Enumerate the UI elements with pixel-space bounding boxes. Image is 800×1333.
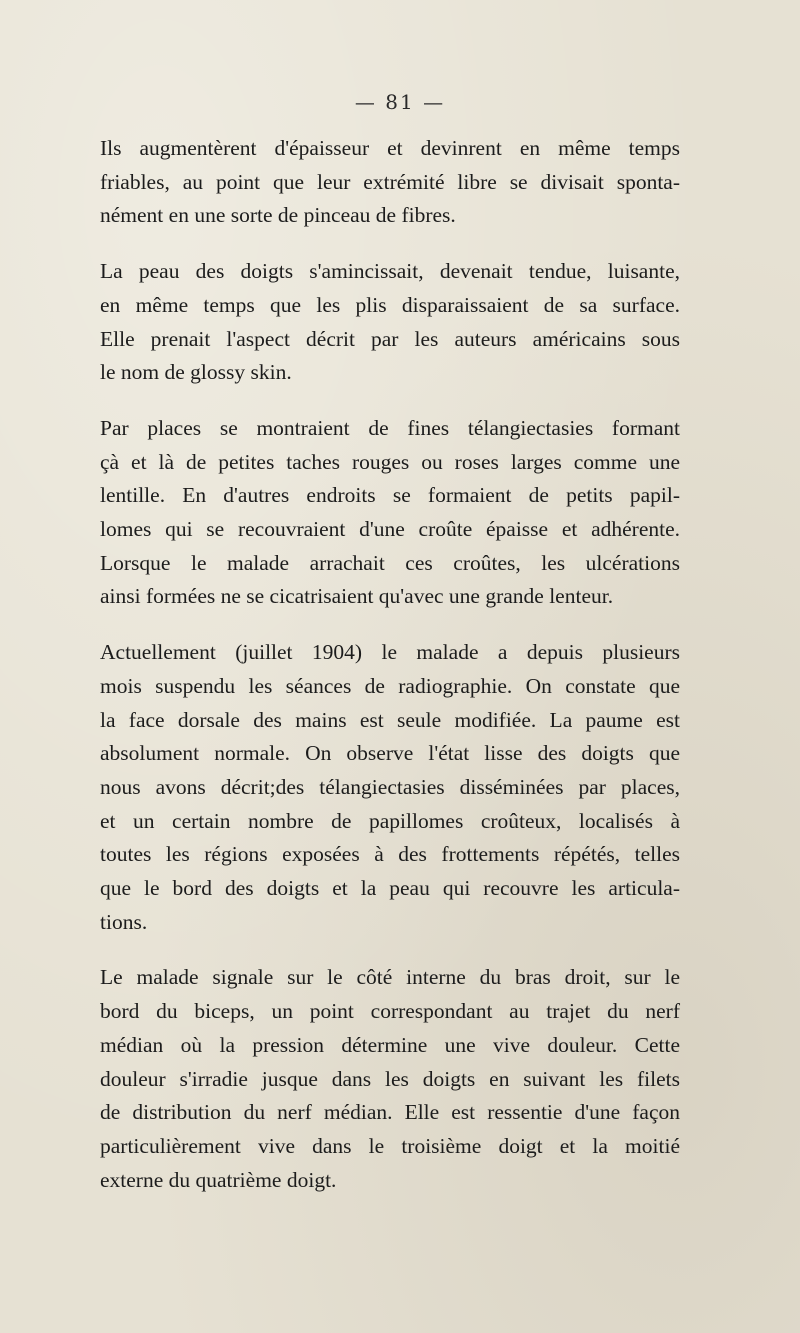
text-line: de distribution du nerf médian. Elle est ressentie d'une façon	[100, 1100, 680, 1125]
text-line: Actuellement (juillet 1904) le malade a depuis plusieurs	[100, 640, 680, 665]
text-line: Le malade signale sur le côté interne du bras droit, sur le	[100, 965, 680, 990]
text-line: absolument normale. On observe l'état lisse des doigts que	[100, 741, 680, 766]
paragraph	[80, 961, 680, 1197]
text-line: la face dorsale des mains est seule modifiée. La paume est	[100, 707, 680, 732]
text-line: nément en une sorte de pinceau de fibres.	[100, 203, 456, 228]
text-line: Par places se montraient de fines télangiectasies formant	[100, 415, 680, 440]
text-line: mois suspendu les séances de radiographie. On constate que	[100, 673, 680, 698]
text-line: bord du biceps, un point correspondant au trajet du nerf	[100, 999, 680, 1024]
paragraph	[80, 636, 680, 939]
text-line: ainsi formées ne se cicatrisaient qu'avec une grande lenteur.	[100, 584, 614, 609]
paragraph	[80, 255, 680, 390]
text-line: La peau des doigts s'amincissait, devenait tendue, luisante,	[100, 259, 680, 284]
text-line: lomes qui se recouvraient d'une croûte épaisse et adhérente.	[100, 517, 680, 542]
text-line: que le bord des doigts et la peau qui recouvre les articula-	[100, 876, 680, 901]
text-line: Lorsque le malade arrachait ces croûtes, les ulcérations	[100, 550, 680, 575]
text-line: Elle prenait l'aspect décrit par les auteurs américains sous	[100, 326, 680, 351]
text-line: toutes les régions exposées à des frottements répétés, telles	[100, 842, 680, 867]
text-line: friables, au point que leur extrémité libre se divisait sponta-	[100, 169, 680, 194]
text-line: tions.	[100, 909, 148, 934]
text-line: lentille. En d'autres endroits se formaient de petits papil-	[100, 483, 680, 508]
text-line: çà et là de petites taches rouges ou roses larges comme une	[100, 449, 680, 474]
paragraph	[80, 412, 680, 614]
text-line: douleur s'irradie jusque dans les doigts en suivant les filets	[100, 1066, 680, 1091]
text-line: Ils augmentèrent d'épaisseur et devinrent en même temps	[100, 136, 680, 160]
text-line: le nom de glossy skin.	[100, 360, 292, 385]
text-line: externe du quatrième doigt.	[100, 1167, 337, 1192]
text-line: nous avons décrit;des télangiectasies disséminées par places,	[100, 774, 680, 799]
text-line: et un certain nombre de papillomes croûteux, localisés à	[100, 808, 680, 833]
text-line: particulièrement vive dans le troisième doigt et la moitié	[100, 1133, 680, 1158]
body-text	[80, 132, 680, 1197]
paragraph	[80, 132, 680, 233]
page-number: — 81 —	[354, 90, 446, 114]
text-line: en même temps que les plis disparaissaient de sa surface.	[100, 292, 680, 317]
text-line: médian où la pression détermine une vive douleur. Cette	[100, 1032, 680, 1057]
